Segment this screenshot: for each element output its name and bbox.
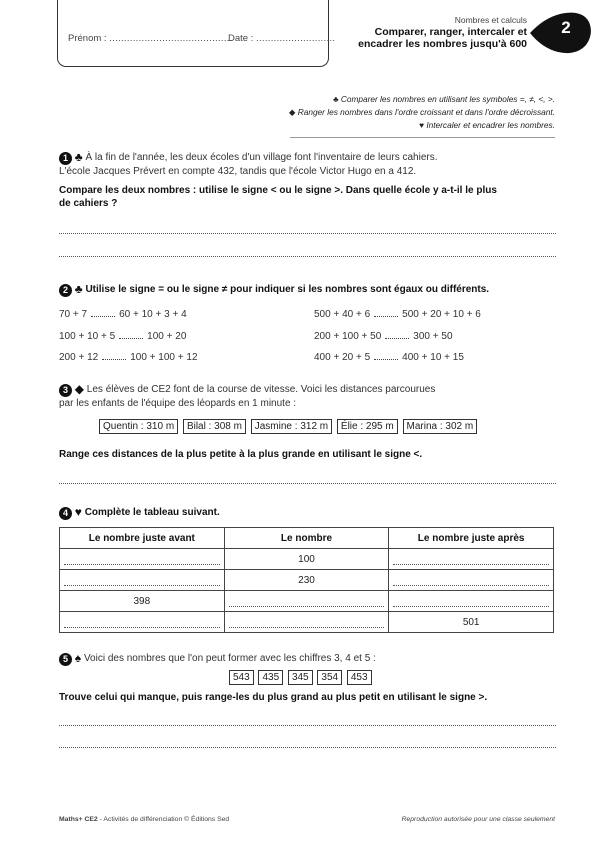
objective-3: ♥ Intercaler et encadrer les nombres. — [419, 120, 555, 130]
category-label: Nombres et calculs — [454, 15, 527, 25]
answer-cell[interactable] — [224, 612, 389, 633]
ex2-comparison: 70 + 7 60 + 10 + 3 + 4 — [59, 309, 187, 320]
ex3-number-icon: 3 — [59, 384, 72, 397]
answer-gap[interactable] — [374, 351, 398, 360]
footer-right: Reproduction autorisée pour une classe seulement — [401, 816, 555, 823]
ex1-answer-line-2[interactable] — [59, 256, 556, 257]
table-row — [60, 591, 554, 612]
ex1-question: Compare les deux nombres : utilise le signe < ou le signe >. Dans quelle école y a-t-il le plus de cahiers ? — [59, 185, 497, 209]
table-header: Le nombre — [224, 528, 389, 549]
answer-cell[interactable] — [60, 612, 225, 633]
heart-icon: ♥ — [74, 505, 82, 519]
ex1-number-icon: 1 — [59, 152, 72, 165]
distance-box: Bilal : 308 m — [183, 419, 246, 434]
ex5-answer-line-1[interactable] — [59, 725, 556, 726]
answer-gap[interactable] — [385, 330, 409, 339]
answer-cell[interactable] — [224, 591, 389, 612]
distance-list — [99, 419, 479, 434]
ex2-comparison: 500 + 40 + 6 500 + 20 + 10 + 6 — [314, 309, 481, 320]
number-box: 543 — [229, 670, 254, 685]
number-table — [59, 527, 554, 633]
ex5-number-icon: 5 — [59, 653, 72, 666]
spade-icon: ♠ — [74, 651, 82, 665]
footer-left: Maths+ CE2 - Activités de différenciation © Éditions Sed — [59, 816, 230, 823]
answer-gap[interactable] — [374, 308, 398, 317]
table-row — [60, 612, 554, 633]
ex3-answer-line[interactable] — [59, 483, 556, 484]
answer-gap[interactable] — [102, 351, 126, 360]
number-box: 435 — [258, 670, 283, 685]
ex2-comparison: 400 + 20 + 5 400 + 10 + 15 — [314, 352, 464, 363]
answer-cell[interactable] — [60, 549, 225, 570]
diamond-icon: ◆ — [74, 382, 85, 396]
distance-box: Marina : 302 m — [403, 419, 478, 434]
distance-box: Élie : 295 m — [337, 419, 398, 434]
number-box: 345 — [288, 670, 313, 685]
prenom-field[interactable]: Prénom : .......................................... — [68, 33, 233, 44]
answer-cell[interactable] — [389, 549, 554, 570]
answer-gap[interactable] — [119, 330, 143, 339]
table-row — [60, 570, 554, 591]
ex3-question: Range ces distances de la plus petite à la plus grande en utilisant le signe <. — [59, 449, 423, 460]
number-list — [229, 670, 374, 685]
table-header: Le nombre juste avant — [60, 528, 225, 549]
table-cell: 230 — [224, 570, 389, 591]
page-title: Comparer, ranger, intercaler et encadrer les nombres jusqu'à 600 — [358, 26, 527, 50]
ex1-text: 1 ♣ À la fin de l'année, les deux écoles d'un village font l'inventaire de leurs cahiers. L'école Jacques Prévert en compte 432, tandis que l'école Victor Hugo en a 412. — [59, 150, 438, 177]
answer-gap[interactable] — [91, 308, 115, 317]
sequence-number: 2 — [561, 18, 571, 37]
ex4-instruction: 4 ♥ Complète le tableau suivant. — [59, 506, 220, 520]
distance-box: Quentin : 310 m — [99, 419, 178, 434]
divider — [290, 137, 555, 138]
objective-1: ♣ Comparer les nombres en utilisant les symboles =, ≠, <, >. — [333, 94, 555, 104]
table-header: Le nombre juste après — [389, 528, 554, 549]
answer-cell[interactable] — [389, 591, 554, 612]
club-icon: ♣ — [333, 94, 339, 104]
answer-cell[interactable] — [389, 570, 554, 591]
ex2-comparison: 200 + 12 100 + 100 + 12 — [59, 352, 198, 363]
ex5-answer-line-2[interactable] — [59, 747, 556, 748]
ex5-text: 5 ♠ Voici des nombres que l'on peut former avec les chiffres 3, 4 et 5 : — [59, 652, 376, 666]
club-icon: ♣ — [74, 150, 83, 164]
distance-box: Jasmine : 312 m — [251, 419, 332, 434]
diamond-icon: ◆ — [289, 107, 296, 117]
heart-icon: ♥ — [419, 120, 425, 130]
date-field[interactable]: Date : ........................... — [228, 33, 336, 44]
answer-cell[interactable] — [60, 570, 225, 591]
objective-2: ◆ Ranger les nombres dans l'ordre croissant et dans l'ordre décroissant. — [289, 107, 555, 117]
number-box: 354 — [317, 670, 342, 685]
ex2-comparison: 200 + 100 + 50 300 + 50 — [314, 331, 453, 342]
table-cell: 398 — [60, 591, 225, 612]
ex4-number-icon: 4 — [59, 507, 72, 520]
ex3-text: 3 ◆ Les élèves de CE2 font de la course de vitesse. Voici les distances parcourues par les enfants de l'équipe des léopards en 1 minute : — [59, 382, 436, 409]
ex2-comparison: 100 + 10 + 5 100 + 20 — [59, 331, 187, 342]
ex1-answer-line-1[interactable] — [59, 233, 556, 234]
table-cell: 100 — [224, 549, 389, 570]
number-box: 453 — [347, 670, 372, 685]
ex5-question: Trouve celui qui manque, puis range-les du plus grand au plus petit en utilisant le signe >. — [59, 692, 488, 703]
table-cell: 501 — [389, 612, 554, 633]
club-icon: ♣ — [74, 282, 83, 296]
ex2-number-icon: 2 — [59, 284, 72, 297]
ex2-instruction: 2 ♣ Utilise le signe = ou le signe ≠ pour indiquer si les nombres sont égaux ou différents. — [59, 283, 489, 297]
table-row — [60, 549, 554, 570]
